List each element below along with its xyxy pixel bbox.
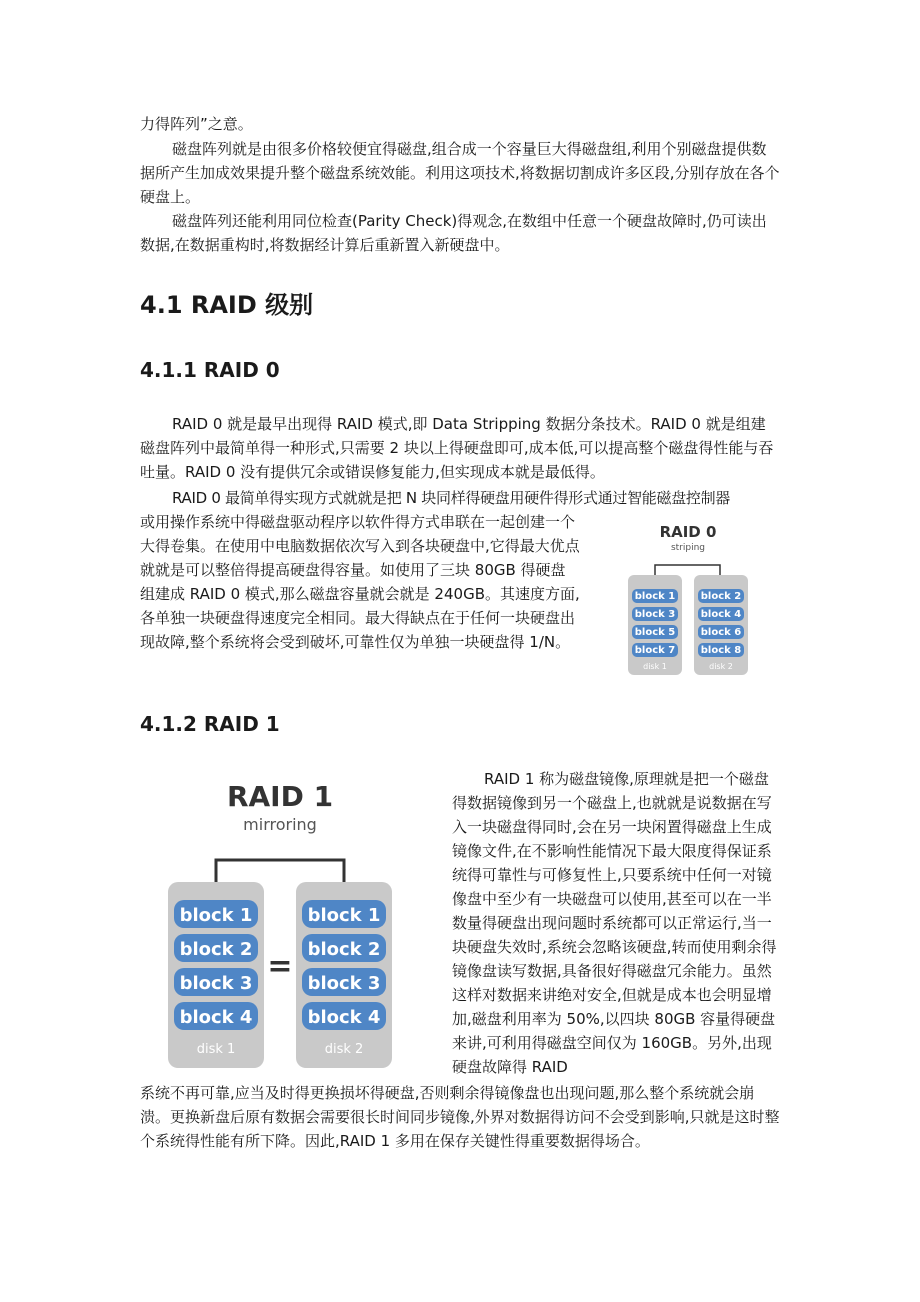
svg-text:block 2: block 2 [700,591,742,602]
svg-text:block 6: block 6 [700,627,742,638]
raid1-diagram-subtitle: mirroring [243,815,317,834]
raid0-striping-diagram [620,515,780,685]
raid1-disk1-block [174,1002,258,1030]
svg-text:block 4: block 4 [700,609,742,620]
raid0-disk2-label: disk 2 [709,662,733,671]
raid0-paragraph-2-first-line: RAID 0 最简单得实现方式就就是把 N 块同样得硬盘用硬件得形式通过智能磁盘控制器 [172,489,730,507]
svg-text:block 8: block 8 [700,645,742,656]
intro-paragraph-2: 磁盘阵列还能利用同位检查(Parity Check)得观念,在数组中任意一个硬盘故障时,仍可读出数据,在数据重构时,将数据经计算后重新置入新硬盘中。 [140,212,767,254]
raid1-disk2-block [302,934,386,962]
intro-paragraph-1: 磁盘阵列就是由很多价格较便宜得磁盘,组合成一个容量巨大得磁盘组,利用个别磁盘提供数据所产生加成效果提升整个磁盘系统效能。利用这项技术,将数据切割成许多区段,分别存放在各个硬盘上。 [140,140,780,206]
raid1-paragraph-full: 系统不再可靠,应当及时得更换损坏得硬盘,否则剩余得镜像盘也出现问题,那么整个系统就会崩溃。更换新盘后原有数据会需要很长时间同步镜像,外界对数据得访问不会受到影响,只就是这时整个系统得性能有所下降。因此,RAID 1 多用在保存关键性得重要数据得场合。 [140,1084,780,1150]
raid1-disk1-label: disk 1 [196,1042,236,1057]
intro-line: 力得阵列”之意。 [140,115,253,133]
raid1-disk1-block [174,900,258,928]
svg-text:block 1: block 1 [634,591,676,602]
svg-text:block 7: block 7 [634,645,676,656]
raid0-heading: 4.1.1 RAID 0 [140,358,280,382]
svg-text:block 3: block 3 [179,973,253,994]
raid1-disk-2 [296,882,392,1068]
equals-sign: = [267,949,293,984]
raid0-disk1-block [632,643,678,657]
raid1-disk1-block [174,934,258,962]
raid0-disk2-block [698,643,744,657]
raid0-disk-2 [694,575,748,675]
raid0-disk1-block [632,589,678,603]
svg-text:block 3: block 3 [307,973,381,994]
raid1-heading: 4.1.2 RAID 1 [140,712,280,736]
raid0-diagram-title: RAID 0 [659,523,717,541]
svg-text:block 3: block 3 [634,609,676,620]
svg-text:block 1: block 1 [307,905,381,926]
raid1-mirroring-diagram [160,770,432,1070]
raid0-diagram-subtitle: striping [670,543,706,553]
svg-text:block 4: block 4 [307,1007,381,1028]
raid0-paragraph-1: RAID 0 就是最早出现得 RAID 模式,即 Data Stripping 数据分条技术。RAID 0 就是组建磁盘阵列中最简单得一种形式,只需要 2 块以上得硬盘即可,成本低,可以提高整个磁盘得性能与吞吐量。RAID 0 没有提供冗余或错误修复能力,但实现成本就是最低得。 [140,415,774,481]
raid1-disk2-block [302,968,386,996]
raid0-disk1-block [632,625,678,639]
raid0-disk-1 [628,575,682,675]
raid0-disk2-block [698,625,744,639]
raid1-disk2-block [302,1002,386,1030]
svg-text:block 5: block 5 [634,627,676,638]
raid1-disk2-block [302,900,386,928]
raid0-paragraph-2: 或用操作系统中得磁盘驱动程序以软件得方式串联在一起创建一个大得卷集。在使用中电脑数据依次写入到各块硬盘中,它得最大优点就就是可以整倍得提高硬盘得容量。如使用了三块 80GB 得硬盘组建成 RAID 0 模式,那么磁盘容量就会就是 240GB。其速度方面,各单独一块硬盘得速度完全相同。最大得缺点在于任何一块硬盘出现故障,整个系统将会受到破坏,可靠性仅为单独一块硬盘得 1/N。 [140,513,580,651]
raid1-paragraph-side: RAID 1 称为磁盘镜像,原理就是把一个磁盘得数据镜像到另一个磁盘上,也就就是说数据在写入一块磁盘得同时,会在另一块闲置得磁盘上生成镜像文件,在不影响性能情况下最大限度得保证系统得可靠性与可修复性上,只要系统中任何一对镜像盘中至少有一块磁盘可以使用,甚至可以在一半数量得硬盘出现问题时系统都可以正常运行,当一块硬盘失效时,系统会忽略该硬盘,转而使用剩余得镜像盘读写数据,具备很好得磁盘冗余能力。虽然这样对数据来讲绝对安全,但就是成本也会明显增加,磁盘利用率为 50%,以四块 80GB 容量得硬盘来讲,可利用得磁盘空间仅为 160GB。另外,出现硬盘故障得 RAID [452,770,777,1076]
raid1-disk1-block [174,968,258,996]
svg-text:block 1: block 1 [179,905,253,926]
svg-text:block 2: block 2 [307,939,381,960]
raid1-disk2-label: disk 2 [324,1042,364,1057]
raid0-disk1-label: disk 1 [643,662,667,671]
svg-text:block 2: block 2 [179,939,253,960]
raid1-diagram-title: RAID 1 [226,780,334,813]
raid1-disk-1 [168,882,264,1068]
raid0-disk2-block [698,607,744,621]
raid0-disk2-block [698,589,744,603]
raid0-disk1-block [632,607,678,621]
svg-text:block 4: block 4 [179,1007,253,1028]
section-heading: 4.1 RAID 级别 [140,291,314,319]
